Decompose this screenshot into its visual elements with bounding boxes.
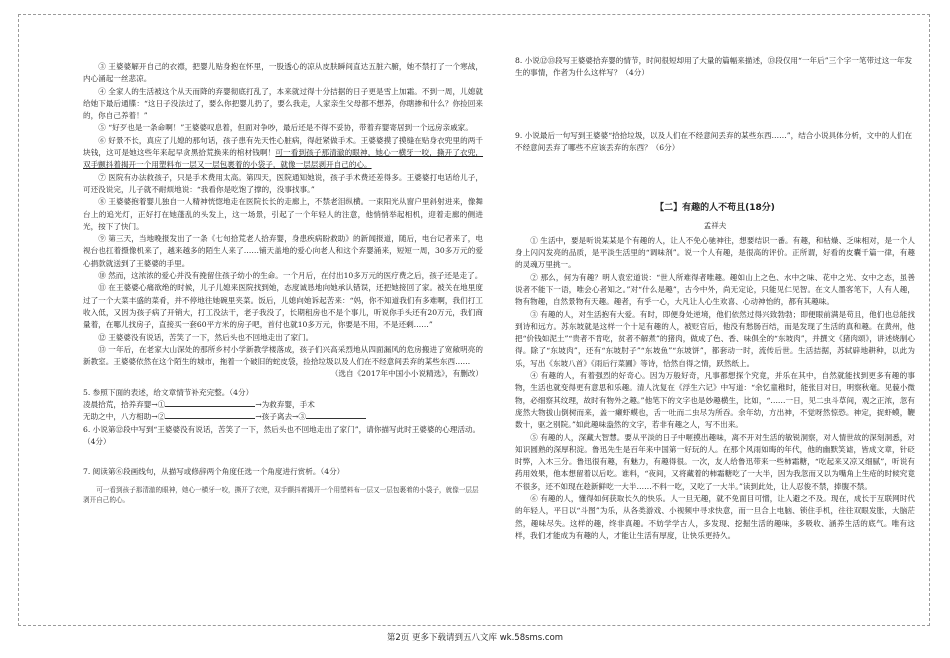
story-paragraph-9: ⑨ 第三天，当地晚报发出了一条《七旬拾荒老人拾弃婴，身患疾病盼救助》的新闻报道，随后，电台记者来了，电视台也扛着摄像机来了，越来越多的陌生人来了……铺天盖地的爱心向老人和这个弃婴涌来，短短一周，30多万元的爱心捐款就送到了王婆婆的手里。 <box>83 234 483 268</box>
question-8: 8. 小说⑫⑬段写王婆婆拾弃婴的情节，时间很短却用了大量的篇幅来描述，⑬段仅用“一年后”三个字一笔带过这一年发生的事情，作者为什么这样写？（4分） <box>515 56 913 78</box>
article-paragraph-3: ③ 有趣的人，对生活抱有大爱。有时，即便身处逆境，他们依然过得兴致勃勃；即便眼前满是苟且，他们也总能找到诗和远方。苏东坡就是这样一个十足有趣的人，被贬官后，他没有愁肠百结，而是发现了生活的真和趣。在黄州，他把“价钱如泥土”“贵者不肯吃，贫者不解煮”的猪肉，做成了色、香、味俱全的“东坡肉”，并撰文《猪肉颂》，讲述烧制心得。除了“东坡肉”，还有“东坡肘子”“东坡鱼”“东坡饼”，都套动一时，流传后世。生活拮据，苏轼辟地耕种，以此为乐，写出《东坡八首》《雨后行菜圃》等诗，恰然自得之情，跃然纸上。 <box>515 309 915 368</box>
article-paragraph-1: ① 生活中，要是听说某某是个有趣的人，让人不免心驰神往，想要结识一番。有趣，和枯燥、乏味相对，是一个人身上闪闪发亮的品质，是平淡生活里的“调味剂”。说一个人有趣，是很高的评价。正所谓，好看的皮囊千篇一律，有趣的灵魂万里挑一。 <box>515 235 915 270</box>
section-title: 【二】有趣的人不苟且(18分) <box>655 203 775 214</box>
story-paragraph-5: ⑤ “好歹也是一条命啊！”王婆婆叹息着，但面对争吵，最后还是不得不妥协，带着弃婴寄居到一个远房亲戚家。 <box>98 123 473 133</box>
question-5-part-d: →孩子离去→③ <box>255 412 307 422</box>
story-paragraph-11: ⑪ 在王婆婆心痛欲绝的时候，儿子儿媳来医院找到她，态度诚恳地向她承认错误，还把她接回了家。被关在地里度过了一个大菜丰盛的菜肴，并不停地往她碗里夹菜。饭后，儿媳向她诉起苦来：“妈，你不知道我们有多难啊，我们打工收入低，又因为孩子病了开销大，打工没法干，老子我没了，长期租房也不是个事儿，听说你手头还有20万元，我们商量着，在哪儿找房子，直接买一套60平方米的房子吧，首付也就10多万元，你要是不用，不是还剩……” <box>83 283 483 330</box>
question-6: 6. 小说第⑫段中写到“王婆婆没有说话，苦笑了一下，然后头也不回地走出了家门”，请你描写此时王婆婆的心理活动。（4分） <box>83 424 481 446</box>
exam-page <box>18 14 930 626</box>
story-paragraph-6-text: ⑥ 好景不长，真应了儿媳的那句话，孩子患有先天性心脏病，得赶紧做手术。王婆婆摸了摸缝在贴身衣兜里的两千块钱，这可是她这些年来起早贪黑拾荒换来的棺材钱啊！ <box>83 135 483 158</box>
article-paragraph-2: ② 那么，何为有趣？明人袁宏道说：“世人所难得者唯趣。趣如山上之色、水中之味、花中之光、女中之态，虽善说者不能下一语，唯会心者知之。”对“什么是趣”，古今中外，尚无定论，只能见仁见智。在文人墨客笔下，人有人趣，物有物趣，自然景物有天趣。趣者，有乎一心，大凡让人心生欢喜、心动神怡的，都有其趣味。 <box>515 272 915 307</box>
story-paragraph-6 <box>83 135 483 172</box>
answer-blank-2[interactable] <box>165 418 255 419</box>
article-paragraph-5: ⑤ 有趣的人，深藏大智慧。要从平淡的日子中咂摸出趣味，离不开对生活的敏锐洞察，对人情世故的深刻洞悉，对知识圆熟的深厚积淀。鲁迅先生是百年来中国第一好玩的人。在那个风雨如晦的年代，他的幽默笑谑，皆成文章，针砭时弊，入木三分。鲁迅很有趣，有魅力，有趣得很。一次，友人给鲁迅带来一些柿霜糖，“吃起来又凉又细腻”，听说有药用效果，他本想留着以后吃。谁料，“夜间，又将藏着的柿霜糖吃了一大半，因为我忽而又以为嘴角上生疮的时候究竟不很多，还不如现在趁新鲜吃一大半……不料一吃，又吃了一大半。”读到此处，让人忍俊不禁，捧腹不禁。 <box>515 432 915 491</box>
story-paragraph-7: ⑦ 医院有办法救孩子，只是手术费用太高。第四天，医院通知她说，孩子手术费还差得多。王婆婆打电话给儿子，可还没说完，儿子就不耐烦地说：“我看你是吃饱了撑的，没事找事。” <box>83 172 483 194</box>
answer-blank-1[interactable] <box>165 406 255 407</box>
question-5-part-a: 凌晨拾荒，拾养弃婴→① <box>83 400 166 410</box>
question-7-quoted-sentence: 可一看到孩子那清澈的眼神，她心一横牙一咬，撕开了衣兜，双手颤抖着揭开一个用塑料布一层又一层包裹着的小袋子，就像一层层剥开自己的心。 <box>83 485 479 504</box>
article-paragraph-6: ⑥ 有趣的人，懂得如何获取长久的快乐。人一旦无趣，就不免面目可憎，让人避之不及。现在，成长于互联网时代的年轻人，平日以“斗图”为乐，从各类游戏、小视频中寻求快意，而一旦合上电脑、锁住手机，往往双眼发胀，大脑茫然，趣味尽失。这样的趣，终非真趣。不妨学学古人，多发现、挖掘生活的趣味，多吸收、涵养生活的底气。唯有这样，我们才能成为有趣的人，才能让生活有厚度，让快乐更持久。 <box>515 494 915 540</box>
right-column <box>515 55 915 542</box>
question-5-part-b: →为救弃婴，手术 <box>255 400 315 410</box>
article-author: 孟祥夫 <box>703 221 727 231</box>
page-footer: 第2页 更多下载请到五八文库 wk.58sms.com <box>386 633 564 643</box>
story-paragraph-10: ⑩ 然而，这浓浓的爱心并没有挽留住孩子幼小的生命。一个月后，在付出10多万元的医疗费之后，孩子还是走了。 <box>98 271 483 281</box>
left-column <box>83 61 483 505</box>
question-7: 7. 阅读第⑥段画线句，从描写或修辞两个角度任选一个角度进行赏析。（4分） <box>83 467 345 477</box>
story-paragraph-13: ⑬ 一年后，在老家大山深处的那所乡村小学新教学楼落成，孩子们兴高采烈地从四面漏风的危房搬进了宽敞明亮的新教室。王婆婆依然在这个陌生的城市，拖着一个破旧的蛇皮袋，捡拾垃圾以及人们在不经意间丢弃的某些东西…… <box>83 344 483 367</box>
story-paragraph-4: ④ 全家人的生活被这个从天而降的弃婴彻底打乱了，本来就过得十分拮据的日子更是雪上加霜。不到一周，儿媳就给她下最后通牒：“这日子没法过了，要么你把婴儿扔了，要么我走，人家亲生父母都不想养，你瞎掺和什么？你捡回来的，你自己养着！” <box>83 86 483 121</box>
question-5: 5. 参照下面的表述，给文章情节补充完整。（4分） <box>83 387 254 397</box>
question-5-part-c: 无助之中，八方相助→② <box>83 412 166 422</box>
story-paragraph-3: ③ 王婆婆解开自己的衣襟，把婴儿贴身抱在怀里，一股透心的凉从皮肤瞬间直达五脏六腑，她不禁打了一个寒战，内心涌起一丝悲凉。 <box>83 62 483 84</box>
question-5-line-1 <box>83 399 483 411</box>
question-5-line-2 <box>83 411 483 423</box>
story-source: （选自《2017年中国小小说精选》，有删改） <box>330 369 483 379</box>
story-paragraph-8: ⑧ 王婆婆抱着婴儿独自一人精神恍惚地走在医院长长的走廊上，不禁老泪纵横。一束阳光从窗户里斜射进来，像舞台上的追光灯，正好打在她蓬乱的头发上，这一场景，引起了一个年轻人的注意，他悄悄举起相机，迎着走廊的侧进光，按下了快门。 <box>83 197 483 231</box>
underlined-sentence: 可一看到孩子那清澈的眼神，她心一横牙一咬，撕开了衣兜，双手颤抖着揭开一个用塑料布一层又一层包裹着的小袋子，就像一层层剥开自己的心。 <box>83 148 484 170</box>
answer-blank-3[interactable] <box>306 418 366 419</box>
story-paragraph-12: ⑫ 王婆婆没有说话，苦笑了一下，然后头也不回地走出了家门。 <box>98 332 314 342</box>
question-9: 9. 小说最后一句写到王婆婆“拾拾垃圾，以及人们在不经意间丢弃的某些东西……”，结合小说具体分析，文中的人们在不经意间丢弃了哪些不应该丢弃的东西？（6分） <box>515 130 913 152</box>
article-paragraph-4: ④ 有趣的人，有着强烈的好奇心。因为万般好奇，凡事都想探个究竟，并乐在其中，自然就能找到更多有趣的事物，生活也就变得更有意思和乐趣。清人沈复在《浮生六记》中写道：“余忆童稚时，能张目对日，明察秋毫。见藐小微物，必细察其纹理，故时有物外之趣。”他笔下的文字也是妙趣横生，比如，“……一日，见二虫斗草间，观之正浓，忽有庞然大物拔山倒树而来，盖一癞虾蟆也，舌一吐而二虫尽为所吞。余年幼，方出神，不觉呀然惊恐。神定，捉虾蟆，鞭数十，驱之别院。”如此趣味盎然的文字，若非有趣之人，写不出来。 <box>515 371 915 430</box>
